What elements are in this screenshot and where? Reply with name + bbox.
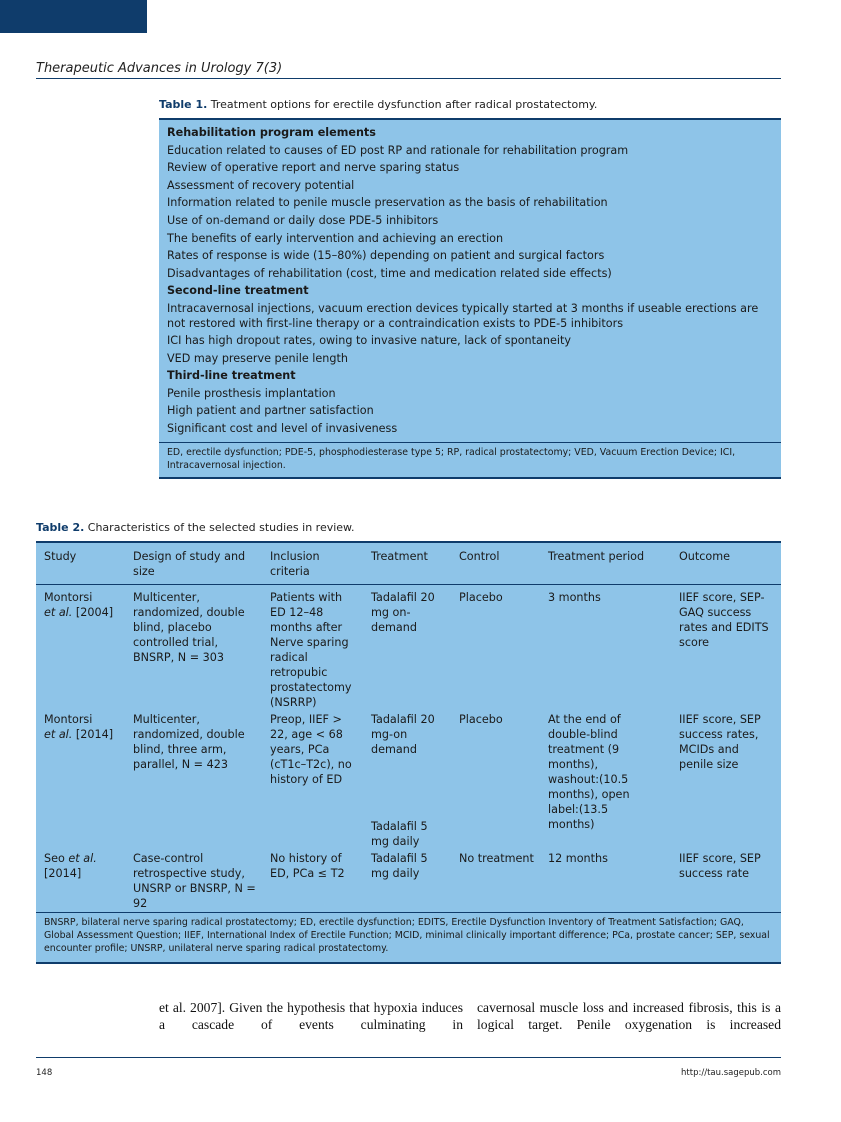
table1-caption [159,98,597,111]
table1-line: High patient and partner satisfaction [167,404,374,418]
col-header-outcome: Outcome [679,550,731,563]
table1-line: VED may preserve penile length [167,351,348,365]
table1-line: Penile prosthesis implantation [167,386,336,400]
table1-line: ICI has high dropout rates, owing to invasive nature, lack of spontaneity [167,333,571,347]
table1-section-heading: Second-line treatment [167,284,309,298]
table1-line: Education related to causes of ED post RP and rationale for rehabilitation program [167,143,629,157]
row1-author: Montorsi [44,591,93,604]
row2-control: Placebo [459,713,503,726]
table1-label: Table 1. [159,98,208,111]
footer-rule [36,1057,781,1058]
row2-study [44,712,126,742]
row1-design: Multicenter, randomized, double blind, placebo controlled trial, BNSRP, N = 303 [133,591,245,664]
journal-url[interactable]: http://tau.sagepub.com [681,1068,781,1078]
col-header-control: Control [459,550,500,563]
row3-period: 12 months [548,852,608,865]
page-number: 148 [36,1068,53,1078]
row1-period: 3 months [548,591,601,604]
row1-inclusion: Patients with ED 12–48 months after Nerve sparing radical retropubic prostatectomy (NSRRP) [270,591,352,709]
table1-line: Disadvantages of rehabilitation (cost, time and medication related side effects) [167,266,612,280]
table1-body [167,124,767,438]
row2-author: Montorsi [44,713,93,726]
table2-caption-text: Characteristics of the selected studies in review. [87,521,355,534]
body-text-col1: et al. 2007]. Given the hypothesis that hypoxia induces a cascade of events culminating in [159,1000,463,1032]
table1-line: Use of on-demand or daily dose PDE-5 inhibitors [167,213,439,227]
row2-year: [2014] [75,728,114,741]
row1-control: Placebo [459,591,503,604]
row3-control: No treatment [459,852,534,865]
row2-inclusion: Preop, IIEF > 22, age < 68 years, PCa (cT1c–T2c), no history of ED [270,713,352,786]
row2-treatment-daily: Tadalafil 5 mg daily [371,820,428,848]
journal-color-tab [0,0,147,33]
row3-inclusion: No history of ED, PCa ≤ T2 [270,852,345,880]
table1-line: Assessment of recovery potential [167,178,355,192]
row3-study [44,851,126,881]
row3-design: Case-control retrospective study, UNSRP or BNSRP, N = 92 [133,852,256,910]
col-header-design: Design of study and size [133,550,246,578]
row1-study [44,590,126,620]
row1-year: [2004] [75,606,114,619]
row3-etal: et al. [68,852,97,865]
table1-line: The benefits of early intervention and achieving an erection [167,231,504,245]
col-header-study: Study [44,550,77,563]
row3-outcome: IIEF score, SEP success rate [679,852,761,880]
table2-footnote: BNSRP, bilateral nerve sparing radical prostatectomy; ED, erectile dysfunction; EDITS, Erectile Dysfunction Inventory of Treatment Satisfaction; GAQ, Global Assessment Question; IIEF, International Index of Erectile Function; MCID, minimal clinically important difference; PCa, prostate cancer; SEP, sexual encounter profile; UNSRP, unilateral nerve sparing radical prostatectomy. [36,912,781,955]
table1-section-heading: Rehabilitation program elements [167,126,376,139]
table1-line: Significant cost and level of invasiveness [167,421,398,435]
row1-treatment: Tadalafil 20 mg on-demand [371,591,435,634]
body-text-col2: cavernosal muscle loss and increased fibrosis, this is a logical target. Penile oxygenation is increased [477,1000,781,1032]
col-header-period: Treatment period [548,550,645,563]
row3-treatment: Tadalafil 5 mg daily [371,852,428,880]
table2 [36,541,781,964]
table1 [159,118,781,479]
table2-caption [36,521,355,534]
row3-year: [2014] [44,867,82,880]
header-rule [36,78,781,79]
table1-caption-text: Treatment options for erectile dysfunction after radical prostatectomy. [210,98,598,111]
table1-line: Intracavernosal injections, vacuum erection devices typically started at 3 months if useable erections are not restored with first-line therapy or a contraindication exists to PDE-5 inhibitors [167,301,759,330]
row2-etal: et al. [44,728,73,741]
row1-outcome: IIEF score, SEP-GAQ success rates and EDITS score [679,591,769,649]
col-header-inclusion: Inclusion criteria [270,550,320,578]
row2-period: At the end of double-blind treatment (9 months), washout:(10.5 months), open label:(13.5 months) [548,713,630,831]
row1-etal: et al. [44,606,73,619]
row2-treatment: Tadalafil 20 mg-on demand [371,713,435,756]
row2-outcome: IIEF score, SEP success rates, MCIDs and penile size [679,713,761,771]
table1-line: Rates of response is wide (15–80%) depending on patient and surgical factors [167,249,605,263]
col-header-treatment: Treatment [371,550,428,563]
row3-author: Seo [44,852,65,865]
table1-line: Review of operative report and nerve sparing status [167,161,460,175]
table2-label: Table 2. [36,521,85,534]
table1-footnote: ED, erectile dysfunction; PDE-5, phosphodiesterase type 5; RP, radical prostatectomy; VED, Vacuum Erection Device; ICI, Intracavernosal injection. [159,442,781,472]
table2-header-row [36,543,781,585]
journal-running-head: Therapeutic Advances in Urology 7(3) [36,61,283,76]
table1-line: Information related to penile muscle preservation as the basis of rehabilitation [167,196,608,210]
row2-design: Multicenter, randomized, double blind, three arm, parallel, N = 423 [133,713,245,771]
table1-section-heading: Third-line treatment [167,369,296,383]
